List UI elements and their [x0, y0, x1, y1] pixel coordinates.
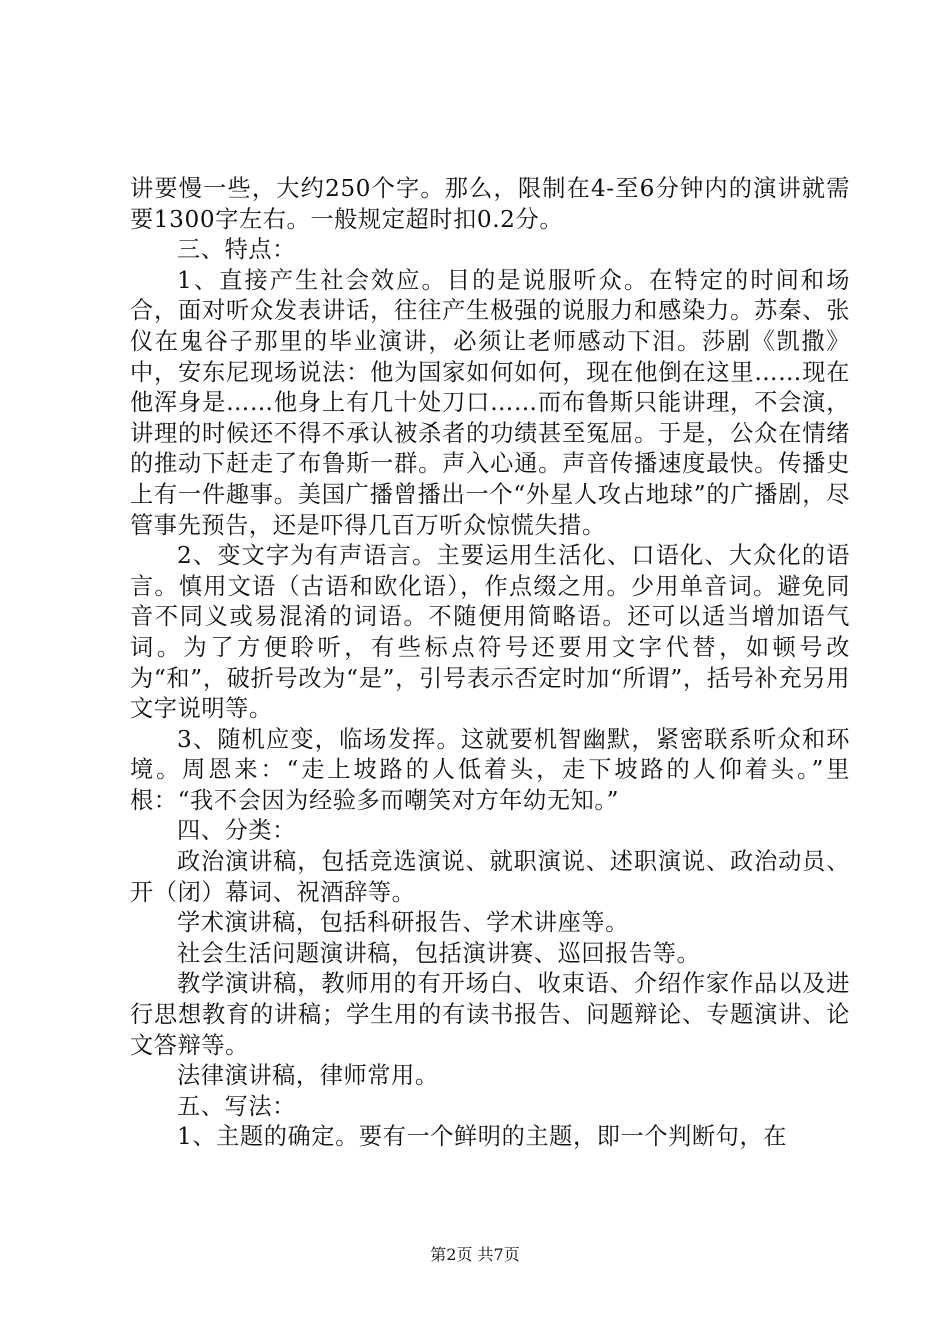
paragraph-feature-1: 1、直接产生社会效应。目的是说服听众。在特定的时间和场合，面对听众发表讲话，往往产生极强的说服力和感染力。苏秦、张仪在鬼谷子那里的毕业演讲，必须让老师感动下泪。莎剧《凯撒》中，安东尼现场说法：他为国家如何如何，现在他倒在这里……现在他浑身是……他身上有几十处刀口……而布鲁斯只能讲理，不会演，讲理的时候还不得不承认被杀者的功绩甚至冤屈。于是，公众在情绪的推动下赶走了布鲁斯一群。声入心通。声音传播速度最快。传播史上有一件趣事。美国广播曾播出一个“外星人攻占地球”的广播剧，尽管事先预告，还是吓得几百万听众惊慌失措。	[130, 266, 850, 539]
section-heading-features: 三、特点：	[177, 236, 296, 264]
page-footer: 第2页 共7页	[430, 1245, 520, 1264]
paragraph-feature-3: 3、随机应变，临场发挥。这就要机智幽默，紧密联系听众和环境。周恩来：“走上坡路的人低着头，走下坡路的人仰着头。”里根：“我不会因为经验多而嘲笑对方年幼无知。”	[130, 725, 850, 814]
paragraph-teaching: 教学演讲稿，教师用的有开场白、收束语、介绍作家作品以及进行思想教育的讲稿；学生用的有读书报告、问题辩论、专题演讲、论文答辩等。	[130, 970, 850, 1059]
section-heading-categories: 四、分类：	[177, 817, 296, 845]
paragraph-1: 讲要慢一些，大约250个字。那么，限制在4-至6分钟内的演讲就需要1300字左右。一般规定超时扣0.2分。	[130, 175, 850, 233]
paragraph-writing-1: 1、主题的确定。要有一个鲜明的主题，即一个判断句，在	[177, 1123, 788, 1151]
paragraph-legal: 法律演讲稿，律师常用。	[177, 1062, 439, 1090]
paragraph-feature-2: 2、变文字为有声语言。主要运用生活化、口语化、大众化的语言。慎用文语（古语和欧化语），作点缀之用。少用单音词。避免同音不同义或易混淆的词语。不随便用简略语。还可以适当增加语气词。为了方便聆听，有些标点符号还要用文字代替，如顿号改为“和”，破折号改为“是”，引号表示否定时加“所谓”，括号补充另用文字说明等。	[130, 542, 850, 723]
paragraph-political: 政治演讲稿，包括竞选演说、就职演说、述职演说、政治动员、开（闭）幕词、祝酒辞等。	[130, 848, 850, 906]
paragraph-social: 社会生活问题演讲稿，包括演讲赛、巡回报告等。	[177, 939, 701, 967]
section-heading-writing: 五、写法：	[177, 1092, 296, 1120]
document-body	[130, 174, 850, 1153]
paragraph-academic: 学术演讲稿，包括科研报告、学术讲座等。	[177, 909, 629, 937]
